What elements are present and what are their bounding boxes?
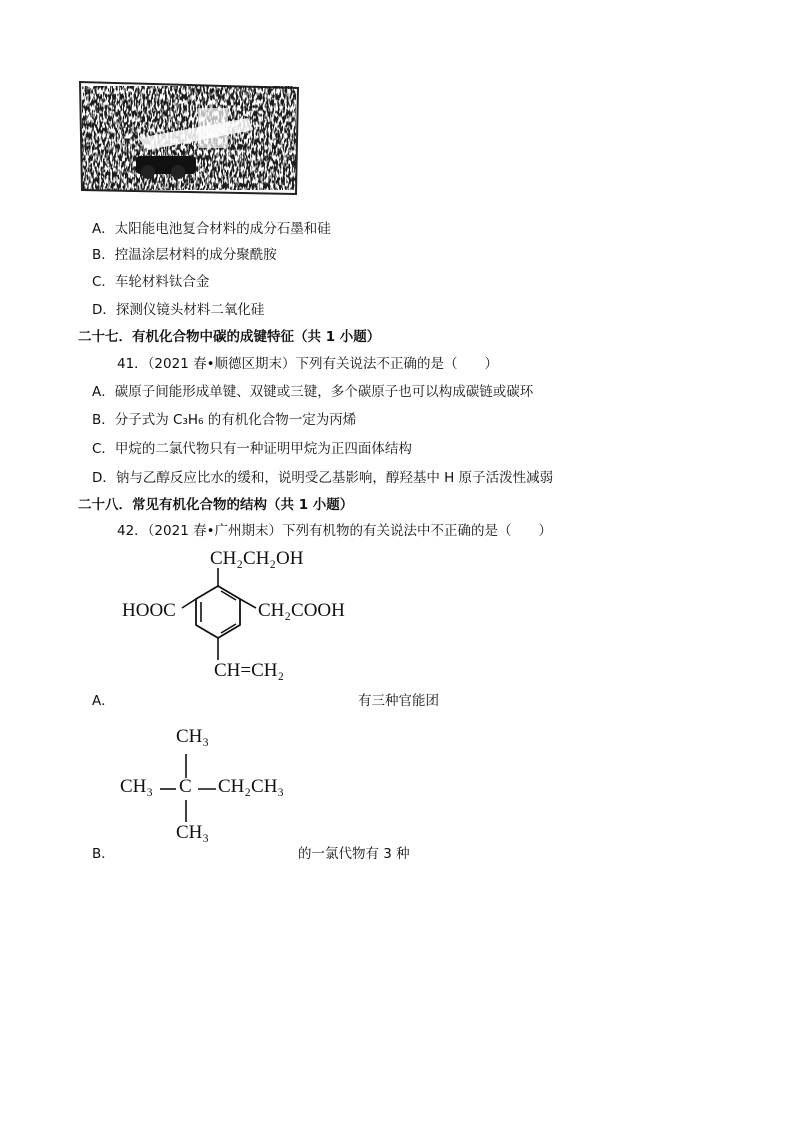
group-bottom: CH=CH₂ [214,660,285,681]
q40-option-b: B．控温涂层材料的成分聚酰胺 [92,247,277,263]
q40-option-c: C．车轮材料钛合金 [92,274,210,290]
q40-option-a: A．太阳能电池复合材料的成分石墨和硅 [92,221,331,237]
rover-photo [78,78,300,198]
b-left: CH₃ [120,776,154,797]
q41-option-d: D．钠与乙醇反应比水的缓和，说明受乙基影响，醇羟基中 H 原子活泼性减弱 [92,470,554,486]
group-top: CH₂CH₂OH [210,548,304,569]
q41-option-c: C．甲烷的二氯代物只有一种证明甲烷为正四面体结构 [92,441,412,457]
b-center: C [179,776,192,797]
q42-stem: 42．（2021 春•广州期末）下列有机物的有关说法中不正确的是（ ） [117,523,553,539]
benzene-ring [196,586,240,638]
q42-option-a-text: 有三种官能团 [358,693,439,709]
b-bottom: CH₃ [176,822,210,843]
q41-stem: 41．（2021 春•顺德区期末）下列有关说法不正确的是（ ） [117,356,499,372]
q42-option-a-structure [118,548,358,698]
section-28-title: 二十八．常见有机化合物的结构（共 1 小题） [78,497,354,513]
section-27-title: 二十七．有机化合物中碳的成键特征（共 1 小题） [78,329,381,345]
q42-option-b-structure [118,722,308,852]
rover-photo-graphic [78,78,300,198]
b-right: CH₂CH₃ [218,776,285,797]
group-right: CH₂COOH [258,600,345,621]
group-left: HOOC [122,600,176,621]
q41-option-b: B．分子式为 C₃H₆ 的有机化合物一定为丙烯 [92,412,357,428]
q42-option-b-letter: B． [92,846,115,862]
b-top: CH₃ [176,726,210,747]
q41-option-a: A．碳原子间能形成单键、双键或三键，多个碳原子也可以构成碳链或碳环 [92,384,534,400]
q42-option-a-letter: A． [92,693,115,709]
q42-option-b-text: 的一氯代物有 3 种 [298,846,410,862]
q40-option-d: D．探测仪镜头材料二氧化硅 [92,302,265,318]
